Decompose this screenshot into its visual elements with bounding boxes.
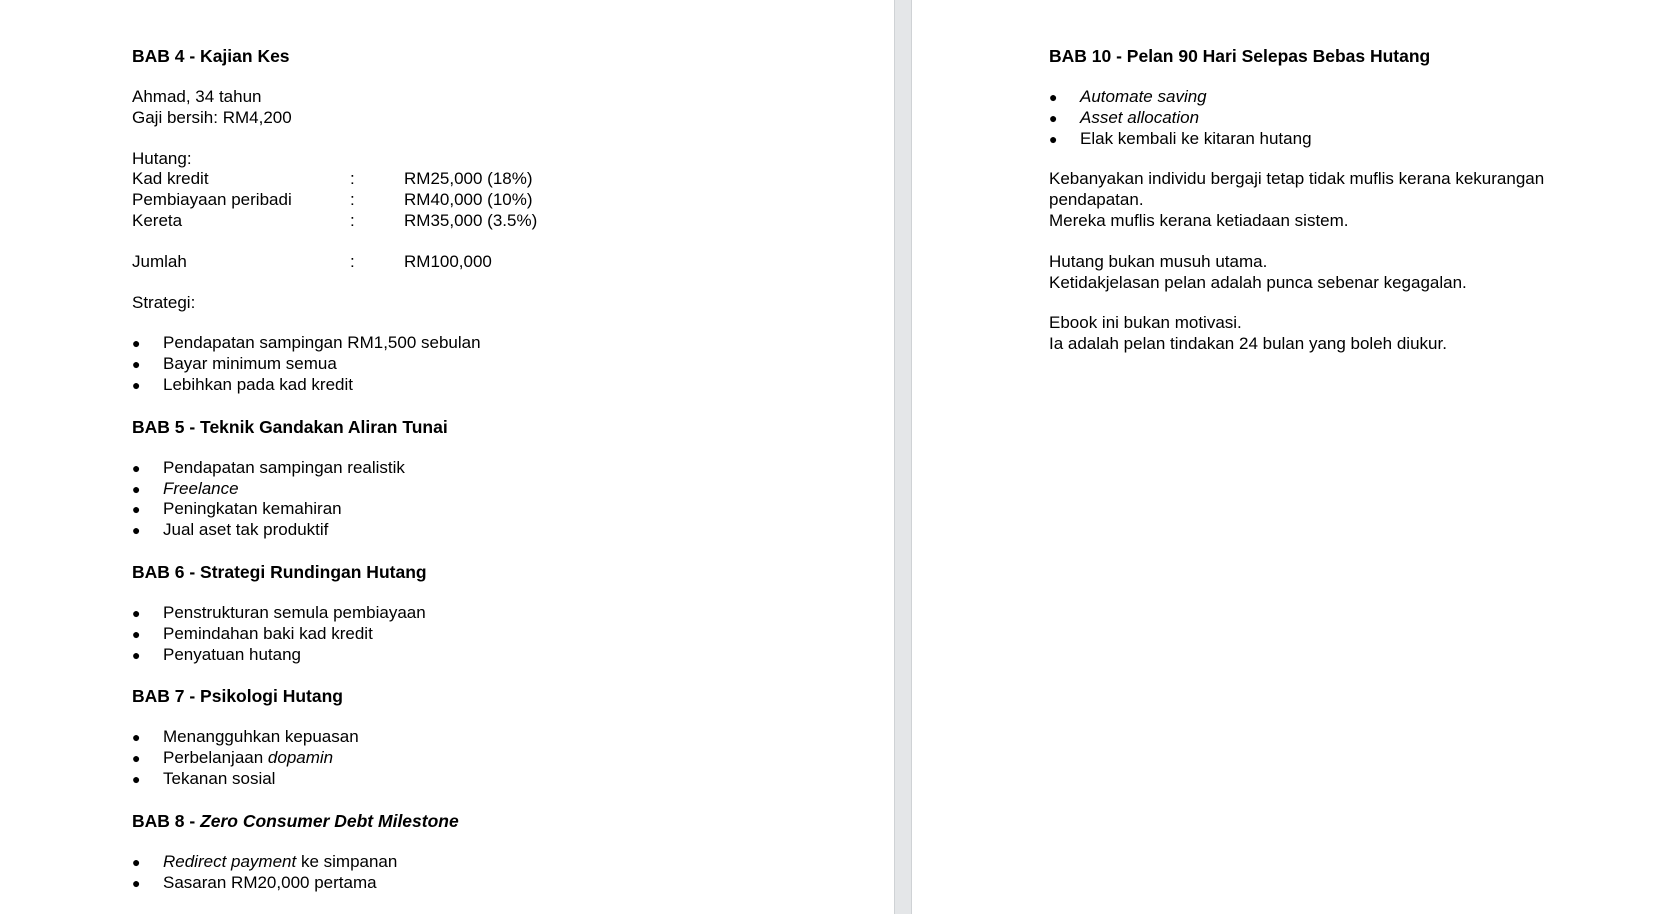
document-page-right xyxy=(912,0,1671,914)
list-item: ● Menangguhkan kepuasan xyxy=(132,727,872,748)
bab6-list xyxy=(132,603,872,665)
heading-italic: Zero Consumer Debt Milestone xyxy=(200,810,459,831)
case-salary: Gaji bersih: RM4,200 xyxy=(132,107,292,127)
bab5-list xyxy=(132,458,872,541)
heading-bab-4: BAB 4 - Kajian Kes xyxy=(132,46,290,66)
list-item xyxy=(1049,108,1649,129)
heading-bab-6: BAB 6 - Strategi Rundingan Hutang xyxy=(132,561,427,582)
list-item: ● Peningkatan kemahiran xyxy=(132,499,872,520)
bab8-list xyxy=(132,852,872,894)
strategy-list xyxy=(132,333,872,395)
list-item-text: ke simpanan xyxy=(296,851,398,871)
list-item: ● Pendapatan sampingan realistik xyxy=(132,458,872,479)
list-item: ● Bayar minimum semua xyxy=(132,354,872,375)
italic-term: Automate saving xyxy=(1080,87,1207,106)
list-item-text: Perbelanjaan xyxy=(163,748,268,768)
italic-term: Redirect payment xyxy=(163,851,297,871)
list-item xyxy=(132,479,872,500)
list-item: ● Penyatuan hutang xyxy=(132,645,872,666)
debt-value: RM35,000 (3.5%) xyxy=(404,210,538,230)
list-item: ● Jual aset tak produktif xyxy=(132,520,872,541)
debt-value: RM40,000 (10%) xyxy=(404,190,533,210)
debt-name: Pembiayaan peribadi xyxy=(132,190,292,210)
debt-label: Hutang: xyxy=(132,148,192,168)
strategy-label: Strategi: xyxy=(132,292,196,312)
total-name: Jumlah xyxy=(132,251,187,271)
list-item xyxy=(1049,87,1649,108)
debt-row xyxy=(132,169,872,190)
list-item xyxy=(132,748,872,769)
bab10-list xyxy=(1049,87,1649,149)
italic-term: Freelance xyxy=(163,478,239,498)
paragraph-line: Hutang bukan musuh utama. xyxy=(1049,251,1268,271)
paragraph-line: Kebanyakan individu bergaji tetap tidak muflis kerana kekurangan xyxy=(1049,169,1545,189)
heading-bab-7: BAB 7 - Psikologi Hutang xyxy=(132,686,343,707)
list-item: ● Pemindahan baki kad kredit xyxy=(132,624,872,645)
heading-prefix: BAB 8 - xyxy=(132,810,201,831)
paragraph-line: Ia adalah pelan tindakan 24 bulan yang boleh diukur. xyxy=(1049,334,1447,354)
list-item: ● Tekanan sosial xyxy=(132,769,872,790)
italic-term: Asset allocation xyxy=(1080,107,1200,127)
debt-value: RM25,000 (18%) xyxy=(404,169,533,189)
case-person: Ahmad, 34 tahun xyxy=(132,87,262,106)
paragraph-line: Ebook ini bukan motivasi. xyxy=(1049,313,1242,333)
paragraph-line: Mereka muflis kerana ketiadaan sistem. xyxy=(1049,210,1349,230)
italic-term: dopamin xyxy=(267,748,334,768)
heading-bab-5: BAB 5 - Teknik Gandakan Aliran Tunai xyxy=(132,416,448,437)
debt-sep: : xyxy=(350,169,355,189)
debt-total-row xyxy=(132,252,872,273)
debt-name: Kereta xyxy=(132,210,183,230)
page-left-content xyxy=(132,46,872,893)
list-item: ● Penstrukturan semula pembiayaan xyxy=(132,603,872,624)
debt-row xyxy=(132,190,872,211)
list-item: ● Pendapatan sampingan RM1,500 sebulan xyxy=(132,333,872,354)
page-gutter xyxy=(894,0,912,914)
list-item: ● Sasaran RM20,000 pertama xyxy=(132,873,872,894)
total-sep: : xyxy=(350,251,355,271)
total-value: RM100,000 xyxy=(404,251,492,271)
debt-row xyxy=(132,211,872,232)
paragraph-line: Ketidakjelasan pelan adalah punca sebenar kegagalan. xyxy=(1049,272,1467,292)
debt-name: Kad kredit xyxy=(132,169,209,189)
bab7-list xyxy=(132,727,872,789)
heading-bab-8 xyxy=(132,811,872,832)
heading-bab-10: BAB 10 - Pelan 90 Hari Selepas Bebas Hutang xyxy=(1049,46,1431,66)
list-item: ● Lebihkan pada kad kredit xyxy=(132,375,872,396)
paragraph-line: pendapatan. xyxy=(1049,190,1144,210)
list-item: ● Elak kembali ke kitaran hutang xyxy=(1049,129,1649,150)
page-right-content xyxy=(1049,46,1649,355)
list-item xyxy=(132,852,872,873)
debt-sep: : xyxy=(350,210,355,230)
debt-sep: : xyxy=(350,190,355,210)
